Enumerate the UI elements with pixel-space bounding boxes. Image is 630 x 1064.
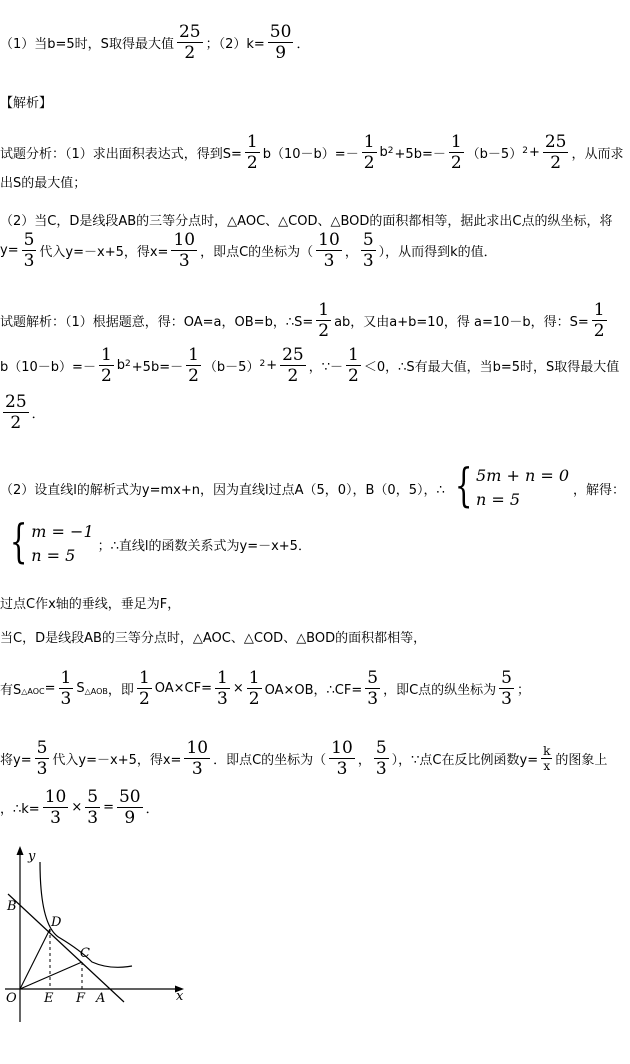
segment-oc	[20, 962, 82, 989]
fraction-k-x: $\frac{k}{x}$	[543, 744, 551, 773]
fraction-1-2: $\frac{1}{2}$	[188, 345, 199, 386]
answer-text-1: （1）当b=5时，S取得最大值	[0, 37, 174, 52]
fraction-1-2: $\frac{1}{2}$	[246, 132, 258, 173]
segment-od	[20, 929, 50, 989]
fraction-1-2: $\frac{1}{2}$	[100, 345, 112, 386]
solution-line-9: 将y= $\frac{5}{3}$ 代入y=－x+5，得x= $\frac{10}{3}$ ．即点C的坐标为（ $\frac{10}{3}$ ， $\frac{5}{3}$ ），∵点C在反比例函数y= $\frac{k}{x}$ 的图象上	[0, 738, 608, 779]
label-a: A	[96, 991, 106, 1006]
solution-line-7: 当C，D是线段AB的三等分点时，△AOC、△COD、△BOD的面积都相等，	[0, 631, 427, 646]
analysis-line-1: 试题分析：（1）求出面积表达式，得到S= $\frac{1}{2}$ b（10－b）=－ $\frac{1}{2}$ b 2 +5b=－ $\frac{1}{2}$ （b－5） 2 + $\frac{25}{2}$ ，从而求	[0, 132, 624, 173]
fraction-5-3: $\frac{5}{3}$	[87, 787, 99, 828]
answer-text-3: ．	[296, 37, 310, 52]
analysis-line-4: y= $\frac{5}{3}$ 代入y=－x+5，得x= $\frac{10}{3}$ ，即点C的坐标为（ $\frac{10}{3}$ ， $\frac{5}{3}$ ），从而得到k的值．	[0, 230, 497, 271]
label-c: C	[80, 946, 90, 961]
fraction-5-3: $\frac{5}{3}$	[23, 230, 35, 271]
fraction-50-9: $\frac{50}{9}$	[118, 787, 141, 828]
label-e: E	[44, 991, 54, 1006]
solution-line-10: ，∴k= $\frac{10}{3}$ × $\frac{5}{3}$ = $\frac{50}{9}$ ．	[0, 787, 159, 828]
fraction-5-3: $\frac{5}{3}$	[501, 668, 512, 709]
fraction-1-3: $\frac{1}{3}$	[60, 668, 72, 709]
fraction-5-3: $\frac{5}{3}$	[367, 668, 379, 709]
fraction-5-3: $\frac{5}{3}$	[36, 738, 48, 779]
label-o: O	[6, 991, 17, 1006]
section-title: 【解析】	[0, 96, 53, 111]
solution-line-8: 有S △AOC = $\frac{1}{3}$ S △AOB ，即 $\frac{1}{2}$ OA×CF= $\frac{1}{3}$ × $\frac{1}{2}$ OA×OB，∴CF= $\frac{5}{3}$ ，即C点的纵坐标为 $\frac{5}{3}$ ；	[0, 668, 530, 709]
fraction-25-2: $\frac{25}{2}$	[178, 22, 201, 63]
fraction-10-3: $\frac{10}{3}$	[331, 738, 353, 779]
fraction-5-3: $\frac{5}{3}$	[375, 738, 387, 779]
fraction-1-2: $\frac{1}{2}$	[318, 300, 330, 341]
fraction-1-2: $\frac{1}{2}$	[593, 300, 605, 341]
y-axis-arrow	[17, 846, 24, 855]
solution-line-3: $\frac{25}{2}$ ．	[5, 392, 45, 433]
coordinate-figure	[0, 842, 200, 1027]
label-x: x	[176, 989, 184, 1004]
label-b: B	[7, 899, 17, 914]
fraction-1-2: $\frac{1}{2}$	[138, 668, 150, 709]
line-ab	[8, 894, 124, 1002]
fraction-10-3: $\frac{10}{3}$	[44, 787, 67, 828]
fraction-10-3: $\frac{10}{3}$	[186, 738, 209, 779]
label-y: y	[28, 849, 36, 864]
fraction-1-2: $\frac{1}{2}$	[248, 668, 260, 709]
fraction-1-3: $\frac{1}{3}$	[217, 668, 228, 709]
equation-system-2: { m = −1 n = 5	[9, 514, 94, 568]
solution-line-2: b（10－b）=－ $\frac{1}{2}$ b 2 +5b=－ $\frac{1}{2}$ （b－5） 2 + $\frac{25}{2}$ ，∵－ $\frac{1}{2}$ ＜0，∴S有最大值，当b=5时，S取得最大值	[0, 345, 620, 386]
fraction-1-2: $\frac{1}{2}$	[348, 345, 359, 386]
equation-system-1: { 5m + n = 0 n = 5	[454, 458, 570, 512]
fraction-5-3: $\frac{5}{3}$	[362, 230, 374, 271]
fraction-25-2: $\frac{25}{2}$	[5, 392, 27, 433]
label-f: F	[76, 991, 86, 1006]
solution-line-4: （2）设直线l的解析式为y=mx+n，因为直线l过点A（5，0），B（0，5），∴ { 5m + n = 0 n = 5 ，解得：	[0, 458, 626, 512]
label-d: D	[51, 915, 62, 930]
answer-text-2: ；（2）k=	[205, 37, 265, 52]
fraction-25-2: $\frac{25}{2}$	[544, 132, 567, 173]
solution-line-6: 过点C作x轴的垂线，垂足为F，	[0, 597, 181, 612]
fraction-10-3: $\frac{10}{3}$	[318, 230, 340, 271]
analysis-line-2: 出S的最大值；	[0, 176, 87, 191]
analysis-line-3: （2）当C，D是线段AB的三等分点时，△AOC、△COD、△BOD的面积都相等，据此求出C点的纵坐标，将	[0, 214, 613, 229]
fraction-25-2: $\frac{25}{2}$	[282, 345, 304, 386]
solution-line-1: 试题解析：（1）根据题意，得：OA=a，OB=b，∴S= $\frac{1}{2}$ ab，又由a+b=10，得 a=10－b，得：S= $\frac{1}{2}$	[0, 300, 605, 341]
fraction-1-2: $\frac{1}{2}$	[450, 132, 462, 173]
answer-line	[0, 22, 309, 63]
fraction-1-2: $\frac{1}{2}$	[363, 132, 375, 173]
solution-line-5: { m = −1 n = 5 ；∴直线l的函数关系式为y=－x+5．	[0, 518, 311, 570]
fraction-10-3: $\frac{10}{3}$	[173, 230, 196, 271]
fraction-50-9: $\frac{50}{9}$	[269, 22, 292, 63]
